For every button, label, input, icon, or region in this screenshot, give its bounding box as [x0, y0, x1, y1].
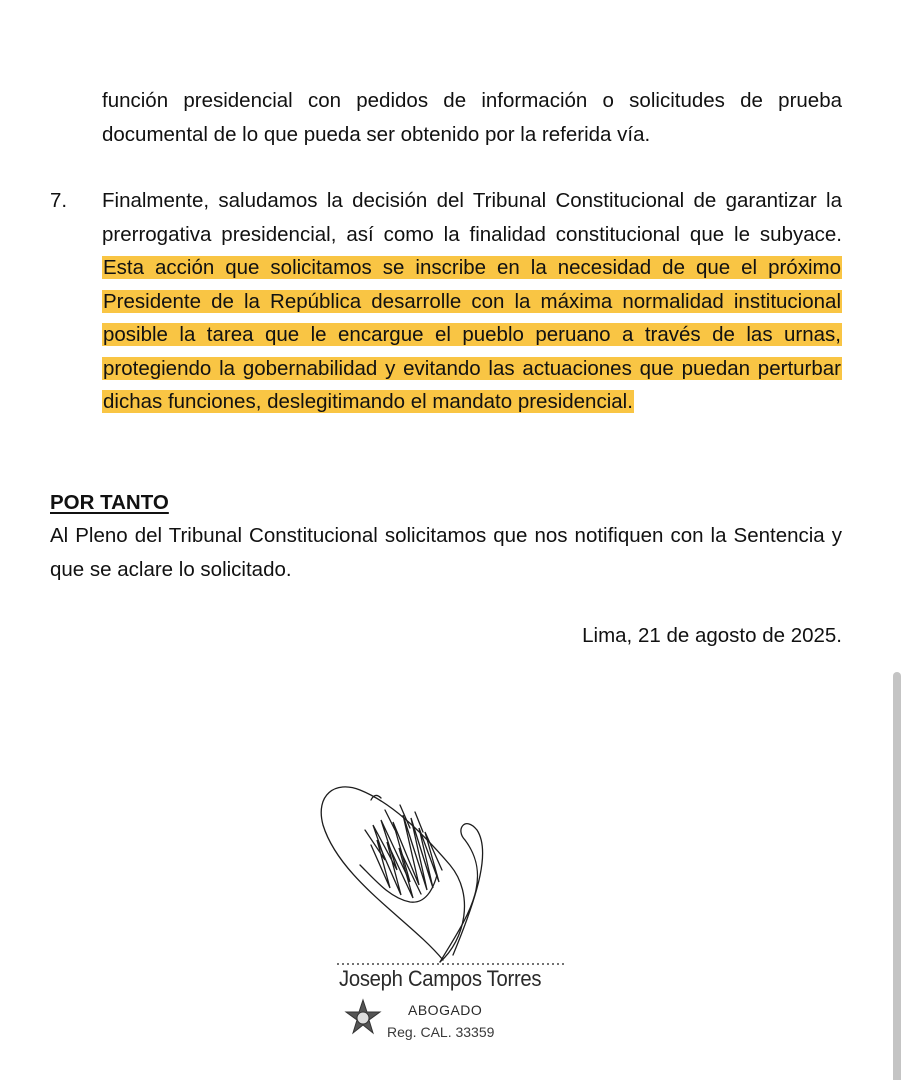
signatory-role: ABOGADO	[408, 1002, 483, 1018]
item-number: 7.	[50, 189, 68, 212]
por-tanto-paragraph: Al Pleno del Tribunal Constitucional solicitamos que nos notifiquen con la Sentencia y que se aclare lo solicitado.	[50, 524, 842, 581]
signature-scribble	[315, 770, 595, 970]
por-tanto-heading: POR TANTO	[50, 491, 169, 514]
registration-number: Reg. CAL. 33359	[387, 1024, 495, 1040]
vertical-scrollbar[interactable]	[893, 672, 901, 1080]
highlighted-text: Esta acción que solicitamos se inscribe en la necesidad de que el próximo Presidente de la República desarrolle con la máxima normalidad institucional posible la tarea que le encargue el pueblo peruano a través de las urnas, protegiendo la gobernabilidad y evitando las actuaciones que puedan perturbar dichas funciones, deslegitimando el mandato presidencial.	[103, 256, 841, 413]
item-7-text: Finalmente, saludamos la decisión del Tribunal Constitucional de garantizar la prerrogativa presidencial, así como la finalidad constitucional que le subyace.	[102, 189, 842, 246]
bar-association-seal-icon	[343, 998, 383, 1038]
date-line: Lima, 21 de agosto de 2025.	[582, 624, 842, 647]
signature-block	[315, 770, 595, 1060]
item-7-paragraph	[102, 184, 842, 419]
continuation-paragraph: función presidencial con pedidos de información o solicitudes de prueba documental de lo que pueda ser obtenido por la referida vía.	[102, 89, 842, 146]
signatory-name: Joseph Campos Torres	[339, 966, 542, 991]
